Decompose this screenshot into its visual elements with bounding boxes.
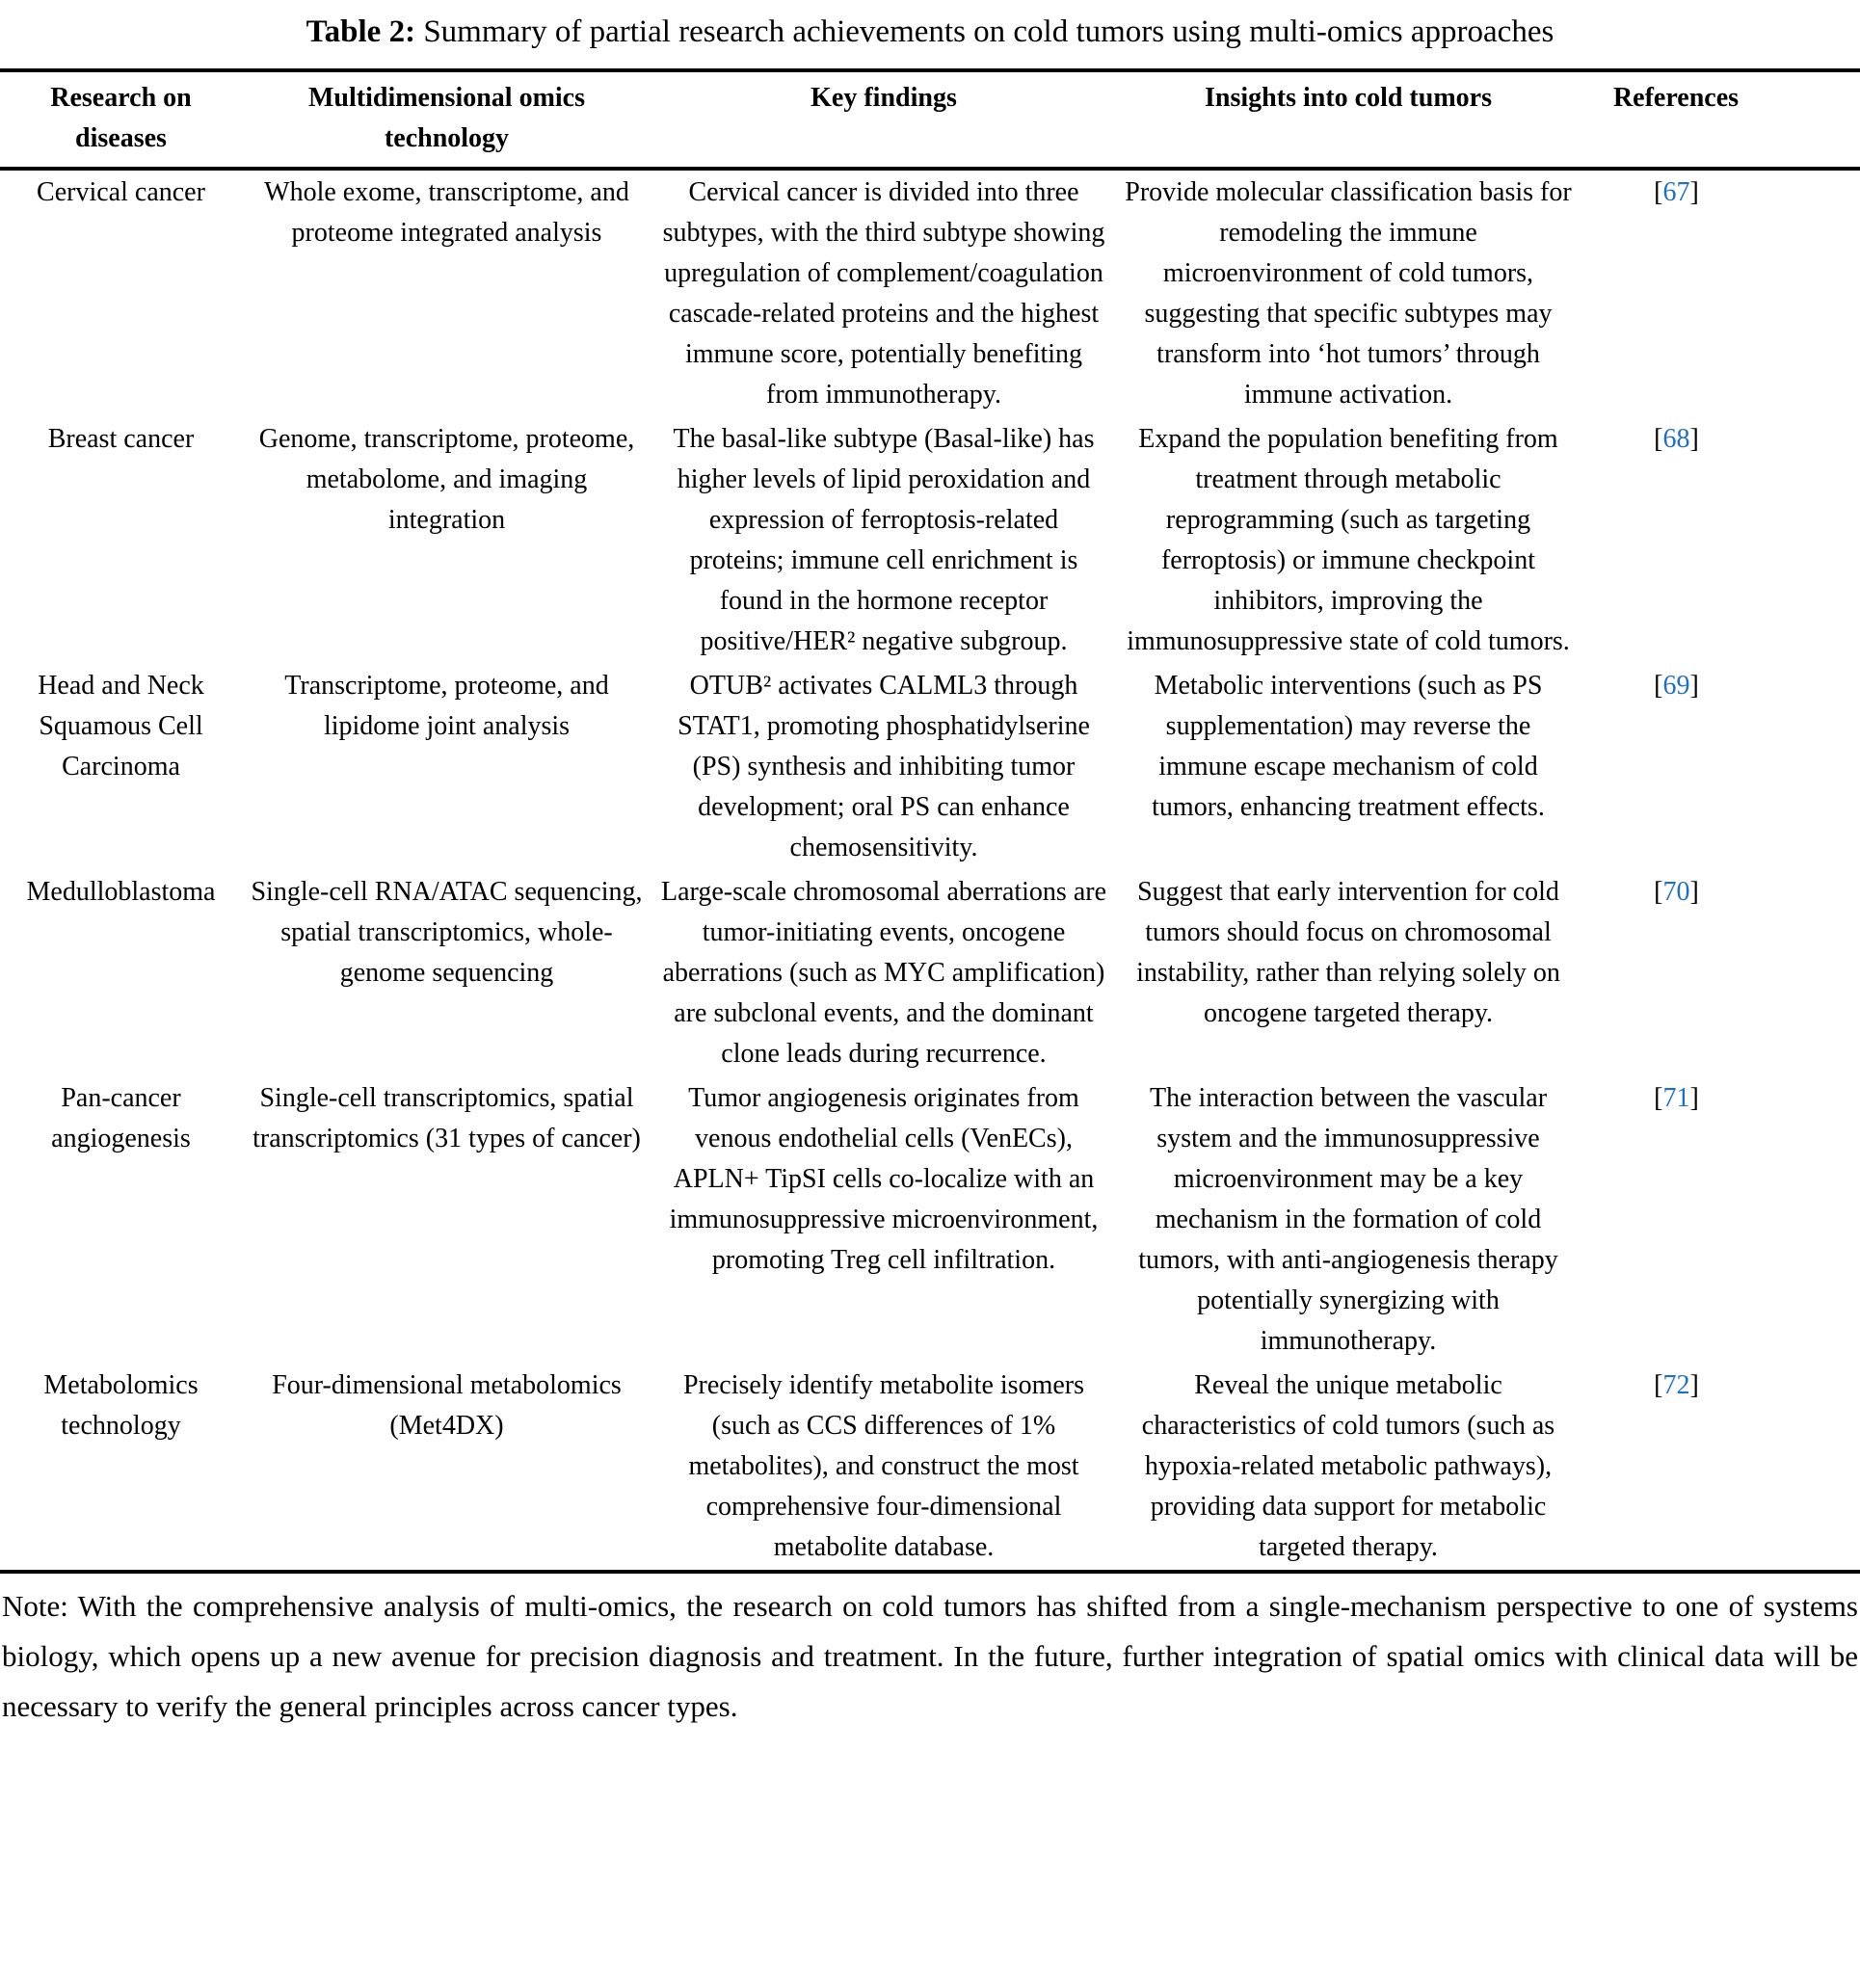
bracket-close: ]: [1689, 424, 1699, 455]
reference-link[interactable]: 71: [1662, 1083, 1690, 1114]
table-row-hnscc: [0, 664, 1860, 870]
reference-link[interactable]: 67: [1662, 177, 1690, 208]
column-header-insights: Insights into cold tumors: [1116, 70, 1581, 169]
table-row-pan-cancer-angiogenesis: [0, 1076, 1860, 1364]
cell-insights: Suggest that early intervention for cold tumors should focus on chromosomal instability, rather than relying solely on oncogene targeted therapy.: [1136, 877, 1560, 1029]
summary-table: [0, 68, 1860, 1574]
bracket-open: [: [1654, 424, 1663, 455]
cell-technology: Four-dimensional metabolomics (Met4DX): [272, 1370, 622, 1442]
bracket-close: ]: [1689, 1370, 1699, 1401]
bracket-open: [: [1654, 1083, 1663, 1114]
bracket-close: ]: [1689, 671, 1699, 702]
table-note: Note: With the comprehensive analysis of multi-omics, the research on cold tumors has shifted from a single-mechanism perspective to one of systems biology, which opens up a new avenue for precision diagnosis and treatment. In the future, further integration of spatial omics with clinical data will be necessary to verify the general principles across cancer types.: [2, 1589, 1858, 1723]
column-header-key-findings: Key findings: [651, 70, 1116, 169]
column-header-omics-technology: Multidimensional omics technology: [242, 70, 651, 169]
bracket-open: [: [1654, 671, 1663, 702]
cell-insights: The interaction between the vascular system and the immunosuppressive microenvironment may be a key mechanism in the formation of cold tumors, with anti-angiogenesis therapy potentially synergizing with immunotherapy.: [1138, 1083, 1558, 1357]
cell-technology: Single-cell transcriptomics, spatial transcriptomics (31 types of cancer): [252, 1083, 641, 1154]
table-row-cervical-cancer: [0, 169, 1860, 417]
column-header-references: References: [1581, 70, 1860, 169]
bracket-open: [: [1654, 177, 1663, 208]
cell-insights: Metabolic interventions (such as PS supplementation) may reverse the immune escape mechanism of cold tumors, enhancing treatment effects.: [1152, 671, 1545, 823]
header-row: [0, 70, 1860, 169]
bracket-open: [: [1654, 1370, 1663, 1401]
cell-key-findings: The basal-like subtype (Basal-like) has higher levels of lipid peroxidation and expression of ferroptosis-related proteins; immune cell enrichment is found in the hormone receptor positive/HER² negative subgroup.: [673, 424, 1095, 657]
table-number-label: Table 2:: [306, 14, 416, 49]
cell-insights: Expand the population benefiting from treatment through metabolic reprogramming (such as targeting ferroptosis) or immune checkpoint inhibitors, improving the immunosuppressive state of cold tumors.: [1127, 424, 1570, 657]
table-row-breast-cancer: [0, 417, 1860, 664]
reference-link[interactable]: 69: [1662, 671, 1690, 702]
bracket-close: ]: [1689, 1083, 1699, 1114]
table-row-medulloblastoma: [0, 870, 1860, 1076]
cell-technology: Transcriptome, proteome, and lipidome joint analysis: [284, 671, 609, 742]
cell-reference: [1581, 417, 1860, 664]
table-title: [0, 0, 1860, 68]
cell-disease: Head and Neck Squamous Cell Carcinoma: [38, 671, 204, 782]
cell-disease: Breast cancer: [47, 424, 195, 455]
reference-link[interactable]: 70: [1662, 877, 1690, 908]
table-row-metabolomics-technology: [0, 1364, 1860, 1572]
cell-key-findings: Precisely identify metabolite isomers (such as CCS differences of 1% metabolites), and construct the most comprehensive four-dimensional metabolite database.: [682, 1370, 1084, 1563]
reference-link[interactable]: 72: [1662, 1370, 1690, 1401]
cell-disease: Medulloblastoma: [26, 877, 216, 908]
cell-key-findings: Cervical cancer is divided into three subtypes, with the third subtype showing upregulation of complement/coagulation cascade-related proteins and the highest immune score, potentially benefiting from immunotherapy.: [662, 177, 1105, 411]
cell-disease: Pan-cancer angiogenesis: [51, 1083, 191, 1154]
bracket-close: ]: [1689, 877, 1699, 908]
cell-reference: [1581, 1076, 1860, 1364]
cell-key-findings: OTUB² activates CALML3 through STAT1, promoting phosphatidylserine (PS) synthesis and inhibiting tumor development; oral PS can enhance chemosensitivity.: [678, 671, 1090, 863]
cell-technology: Single-cell RNA/ATAC sequencing, spatial transcriptomics, whole-genome sequencing: [251, 877, 643, 989]
cell-reference: [1581, 169, 1860, 417]
bracket-close: ]: [1689, 177, 1699, 208]
cell-key-findings: Large-scale chromosomal aberrations are tumor-initiating events, oncogene aberrations (such as MYC amplification) are subclonal events, and the dominant clone leads during recurrence.: [660, 877, 1107, 1070]
cell-reference: [1581, 870, 1860, 1076]
cell-technology: Whole exome, transcriptome, and proteome integrated analysis: [264, 177, 629, 249]
cell-key-findings: Tumor angiogenesis originates from venous endothelial cells (VenECs), APLN+ TipSI cells co-localize with an immunosuppressive microenvironment, promoting Treg cell infiltration.: [669, 1083, 1099, 1276]
cell-reference: [1581, 1364, 1860, 1572]
column-header-research-on-diseases: Research on diseases: [0, 70, 242, 169]
cell-reference: [1581, 664, 1860, 870]
cell-technology: Genome, transcriptome, proteome, metabolome, and imaging integration: [258, 424, 635, 536]
cell-disease: Cervical cancer: [37, 177, 205, 208]
reference-link[interactable]: 68: [1662, 424, 1690, 455]
table-caption: Summary of partial research achievements on cold tumors using multi-omics approaches: [423, 14, 1554, 49]
bracket-open: [: [1654, 877, 1663, 908]
cell-disease: Metabolomics technology: [43, 1370, 199, 1442]
cell-insights: Provide molecular classification basis for remodeling the immune microenvironment of cold tumors, suggesting that specific subtypes may transform into ‘hot tumors’ through immune activation.: [1125, 177, 1572, 411]
cell-insights: Reveal the unique metabolic characteristics of cold tumors (such as hypoxia-related metabolic pathways), providing data support for metabolic targeted therapy.: [1141, 1370, 1555, 1563]
